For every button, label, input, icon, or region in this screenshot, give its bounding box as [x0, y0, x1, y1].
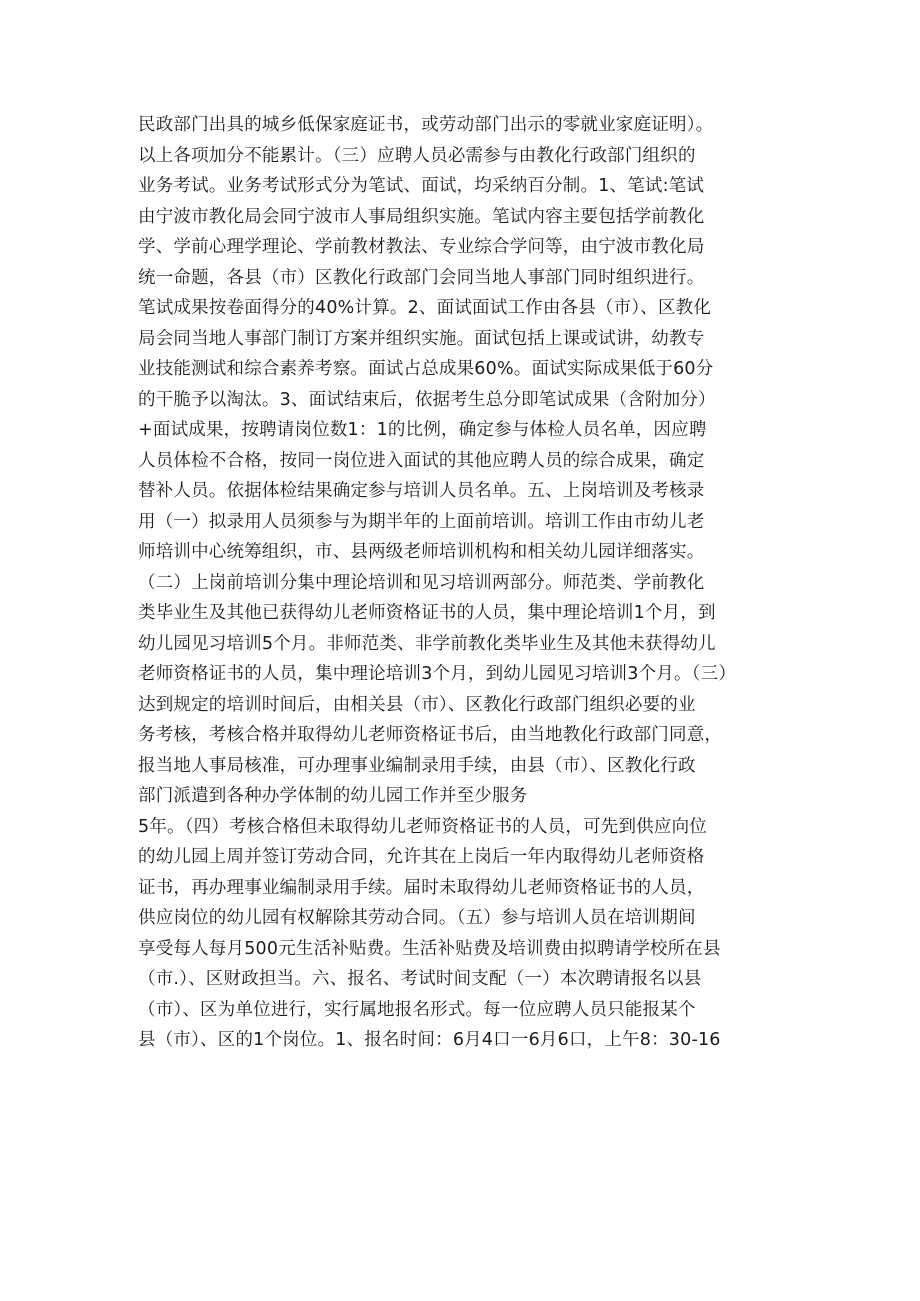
text-line-10: 的干脆予以淘汰。3、面试结束后，依据考生总分即笔试成果（含附加分） — [138, 389, 716, 410]
text-line-4: 由宁波市教化局会同宁波市人事局组织实施。笔试内容主要包括学前教化 — [138, 206, 705, 227]
body-text — [138, 110, 788, 1056]
text-line-23: 部门派遣到各种办学体制的幼儿园工作并至少服务 — [138, 786, 528, 806]
text-line-14: 用（一）拟录用人员须参与为期半年的上面前培训。培训工作由市幼儿老 — [138, 511, 705, 532]
text-line-29: （市.）、区财政担当。六、报名、考试时间支配（一）本次聘请报名以县 — [138, 969, 702, 989]
text-line-22: 报当地人事局核准，可办理事业编制录用手续，由县（市）、区教化行政 — [138, 755, 696, 776]
text-line-19: 老师资格证书的人员，集中理论培训3个月，到幼儿园见习培训3个月。（三） — [138, 664, 737, 684]
text-line-1: 民政部门出具的城乡低保家庭证书，或劳动部门出示的零就业家庭证明）。 — [138, 115, 714, 135]
text-line-11: +面试成果，按聘请岗位数1：1的比例，确定参与体检人员名单，因应聘 — [138, 420, 707, 440]
text-line-2: 以上各项加分不能累计。（三）应聘人员必需参与由教化行政部门组织的 — [138, 145, 696, 166]
text-line-8: 局会同当地人事部门制订方案并组织实施。面试包括上课或试讲，幼教专 — [138, 328, 705, 349]
text-line-6: 统一命题，各县（市）区教化行政部门会同当地人事部门同时组织进行。 — [138, 267, 705, 288]
text-line-27: 供应岗位的幼儿园有权解除其劳动合同。（五）参与培训人员在培训期间 — [138, 908, 696, 928]
text-line-7: 笔试成果按卷面得分的40%计算。2、面试面试工作由各县（市）、区教化 — [138, 298, 712, 318]
text-line-12: 人员体检不合格，按同一岗位进入面试的其他应聘人员的综合成果，确定 — [138, 450, 705, 471]
text-line-20: 达到规定的培训时间后，由相关县（市）、区教化行政部门组织必要的业 — [138, 694, 696, 715]
text-line-24: 5年。（四）考核合格但未取得幼儿老师资格证书的人员，可先到供应向位 — [138, 816, 707, 837]
text-line-31: 县（市）、区的1个岗位。1、报名时间：6月4口一6月6口，上午8：30-16 — [138, 1030, 721, 1050]
text-line-15: 师培训中心统筹组织，市、县两级老师培训机构和相关幼儿园详细落实。 — [138, 542, 705, 562]
text-line-17: 类毕业生及其他已获得幼儿老师资格证书的人员，集中理论培训1个月，到 — [138, 603, 716, 623]
text-line-28: 享受每人每月500元生活补贴费。生活补贴费及培训费由拟聘请学校所在县 — [138, 938, 721, 959]
text-line-25: 的幼儿园上周并签订劳动合同，允许其在上岗后一年内取得幼儿老师资格 — [138, 847, 705, 867]
text-line-16: （二）上岗前培训分集中理论培训和见习培训两部分。师范类、学前教化 — [138, 572, 705, 593]
text-line-18: 幼儿园见习培训5个月。非师范类、非学前教化类毕业生及其他未获得幼儿 — [138, 633, 716, 654]
text-line-5: 学、学前心理学理论、学前教材教法、专业综合学问等，由宁波市教化局 — [138, 237, 705, 257]
text-line-21: 务考核，考核合格并取得幼儿老师资格证书后，由当地教化行政部门同意， — [138, 725, 723, 745]
text-line-13: 替补人员。依据体检结果确定参与培训人员名单。五、上岗培训及考核录 — [138, 481, 705, 501]
text-line-26: 证书，再办理事业编制录用手续。届时未取得幼儿老师资格证书的人员， — [138, 877, 705, 898]
text-line-9: 业技能测试和综合素养考察。面试占总成果60%。面试实际成果低于60分 — [138, 359, 714, 379]
text-line-30: （市）、区为单位进行，实行属地报名形式。每一位应聘人员只能报某个 — [138, 999, 696, 1020]
text-line-3: 业务考试。业务考试形式分为笔试、面试，均采纳百分制。1、笔试:笔试 — [138, 176, 705, 196]
